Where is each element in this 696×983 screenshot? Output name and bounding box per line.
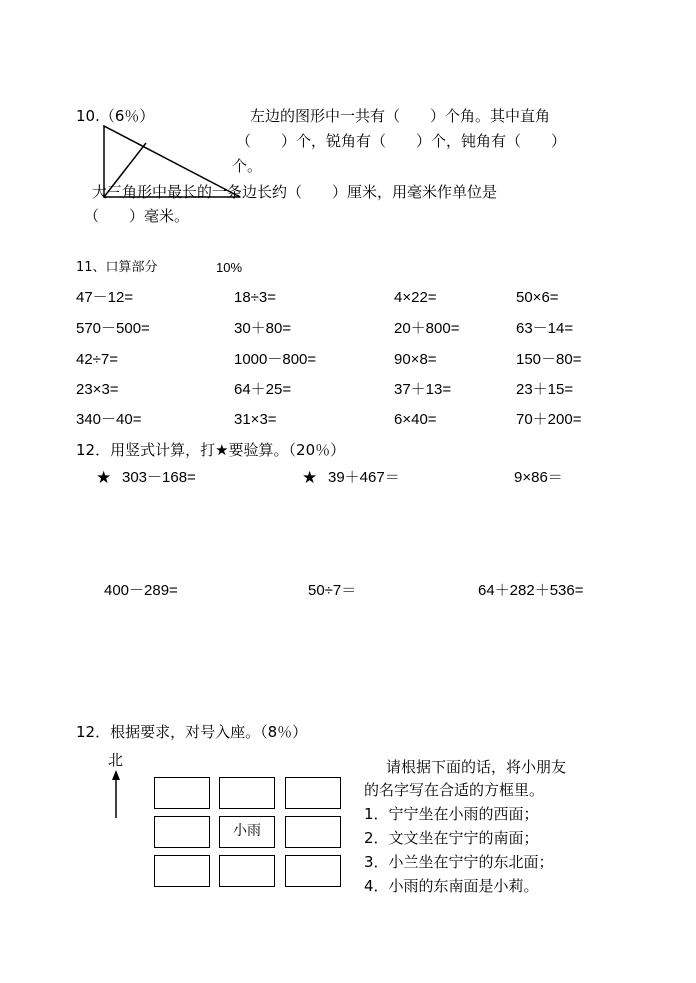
q12b-intro2: 的名字写在合适的方框里。 <box>364 781 545 799</box>
seat-box[interactable] <box>154 816 210 848</box>
q11-cell: 42÷7= <box>76 351 119 368</box>
seat-box-center: 小雨 <box>219 816 275 848</box>
q10-label: 10.（6％） <box>76 107 155 125</box>
q11-cell: 23＋15= <box>516 381 574 398</box>
q10-line1: 左边的图形中一共有（ ）个角。其中直角 <box>250 107 551 125</box>
q12a-title: 12．用竖式计算，打★要验算。（20％） <box>76 441 346 459</box>
seat-box[interactable] <box>219 855 275 887</box>
seat-box[interactable] <box>285 816 341 848</box>
q12b-clue: 1．宁宁坐在小雨的西面； <box>364 805 539 823</box>
q11-cell: 570－500= <box>76 320 150 337</box>
q11-cell: 20＋800= <box>394 320 460 337</box>
star-icon: ★ <box>96 468 112 488</box>
q11-cell: 340－40= <box>76 411 142 428</box>
q10-line5: （ ）毫米。 <box>84 207 190 225</box>
seat-box[interactable] <box>285 855 341 887</box>
q11-cell: 6×40= <box>394 411 437 428</box>
q12b-clue: 2．文文坐在宁宁的南面； <box>364 829 539 847</box>
q12a-problem: 50÷7＝ <box>308 582 357 599</box>
q11-cell: 47－12= <box>76 289 134 306</box>
q10-line2: （ ）个，锐角有（ ）个，钝角有（ ） <box>236 132 567 150</box>
q12b-clue: 3．小兰坐在宁宁的东北面； <box>364 853 554 871</box>
star-icon: ★ <box>302 468 318 488</box>
q11-percent: 10% <box>216 260 243 275</box>
q11-cell: 30＋80= <box>234 320 292 337</box>
q11-cell: 90×8= <box>394 351 437 368</box>
seat-box[interactable] <box>154 777 210 809</box>
seat-box[interactable] <box>285 777 341 809</box>
q11-cell: 64＋25= <box>234 381 292 398</box>
north-label: 北 <box>108 751 124 769</box>
q12b-title: 12．根据要求，对号入座。（8％） <box>76 723 308 741</box>
q12b-intro1: 请根据下面的话，将小朋友 <box>386 758 567 776</box>
q11-cell: 4×22= <box>394 289 437 306</box>
q11-cell: 63－14= <box>516 320 574 337</box>
q12a-problem: 39＋467＝ <box>328 469 400 486</box>
q11-cell: 1000－800= <box>234 351 317 368</box>
q12a-problem: 303－168= <box>122 469 196 486</box>
q11-cell: 23×3= <box>76 381 119 398</box>
q11-cell: 37＋13= <box>394 381 452 398</box>
q11-cell: 50×6= <box>516 289 559 306</box>
q11-cell: 70＋200= <box>516 411 582 428</box>
q10-line4: 大三角形中最长的一条边长约（ ）厘米，用毫米作单位是 <box>92 183 498 201</box>
q10-line3: 个。 <box>232 157 263 175</box>
q12a-problem: 9×86＝ <box>514 469 563 486</box>
q11-cell: 18÷3= <box>234 289 277 306</box>
q12b-clue: 4．小雨的东南面是小莉。 <box>364 877 539 895</box>
seat-box[interactable] <box>219 777 275 809</box>
north-arrow-head <box>112 770 120 780</box>
q11-cell: 31×3= <box>234 411 277 428</box>
q11-title: 11、口算部分 <box>76 260 158 275</box>
q11-cell: 150－80= <box>516 351 582 368</box>
q12a-problem: 64＋282＋536= <box>478 582 584 599</box>
seat-box[interactable] <box>154 855 210 887</box>
q12a-problem: 400－289= <box>104 582 178 599</box>
